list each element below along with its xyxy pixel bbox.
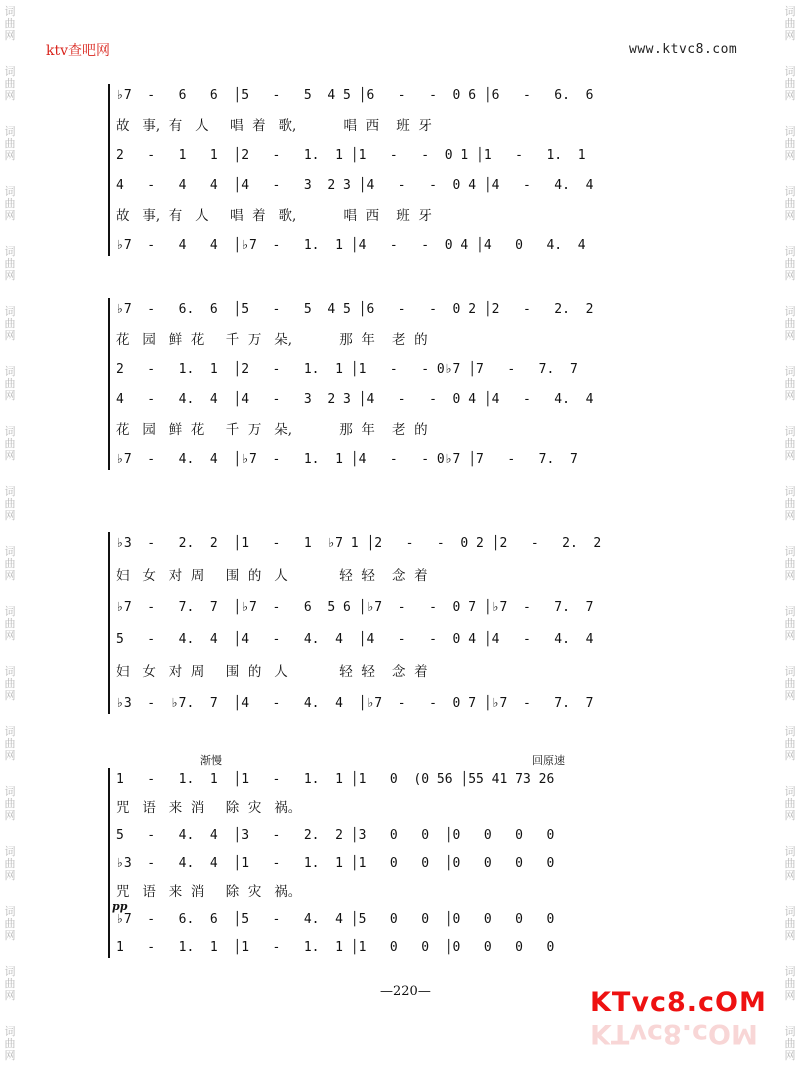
watermark-text: 词 曲 网: [784, 845, 796, 882]
watermark-text: 词 曲 网: [784, 185, 796, 222]
watermark-text: 词 曲 网: [4, 65, 16, 102]
ktvc8-logo[interactable]: [590, 987, 767, 1058]
watermark-text: 词 曲 网: [784, 365, 796, 402]
watermark-text: 词 曲 网: [4, 425, 16, 462]
watermark-text: 词 曲 网: [784, 125, 796, 162]
notation-line: 4 - 4 4 │4 - 3 2 3 │4 - - 0 4 │4 - 4. 4: [116, 178, 594, 193]
watermark-text: 词 曲 网: [4, 965, 16, 1002]
system-brace: [108, 532, 110, 714]
watermark-text: 词 曲 网: [784, 545, 796, 582]
system-brace: [108, 768, 110, 958]
watermark-text: 词 曲 网: [4, 665, 16, 702]
notation-line: 1 - 1. 1 │1 - 1. 1 │1 0 0 │0 0 0 0: [116, 940, 555, 955]
notation-line: ♭7 - 4. 4 │♭7 - 1. 1 │4 - - 0♭7 │7 - 7. 7: [116, 452, 578, 467]
watermark-text: 词 曲 网: [784, 1025, 796, 1062]
watermark-text: 词 曲 网: [4, 5, 16, 42]
watermark-text: 词 曲 网: [784, 425, 796, 462]
watermark-text: 词 曲 网: [784, 65, 796, 102]
notation-line: 5 - 4. 4 │4 - 4. 4 │4 - - 0 4 │4 - 4. 4: [116, 632, 594, 647]
system-brace: [108, 84, 110, 256]
watermark-text: 词 曲 网: [4, 245, 16, 282]
logo-reflection: KTvc8.cOM: [590, 1018, 758, 1049]
lyric-line: 咒 语 来 消 除 灾 祸。: [116, 884, 302, 900]
watermark-text: 词 曲 网: [784, 245, 796, 282]
watermark-text: 词 曲 网: [4, 605, 16, 642]
lyric-line: 故 事, 有 人 唱 着 歌, 唱 西 班 牙: [116, 208, 432, 224]
site-name-left[interactable]: ktv查吧网: [46, 43, 111, 59]
watermark-text: 词 曲 网: [784, 785, 796, 822]
notation-line: ♭7 - 4 4 │♭7 - 1. 1 │4 - - 0 4 │4 0 4. 4: [116, 238, 586, 253]
notation-line: ♭3 - 4. 4 │1 - 1. 1 │1 0 0 │0 0 0 0: [116, 856, 555, 871]
watermark-text: 词 曲 网: [784, 305, 796, 342]
watermark-text: 词 曲 网: [784, 5, 796, 42]
notation-line: 2 - 1 1 │2 - 1. 1 │1 - - 0 1 │1 - 1. 1: [116, 148, 586, 163]
watermark-text: 词 曲 网: [4, 545, 16, 582]
watermark-text: 词 曲 网: [784, 905, 796, 942]
watermark-text: 词 曲 网: [4, 365, 16, 402]
system-brace: [108, 298, 110, 470]
notation-line: 2 - 1. 1 │2 - 1. 1 │1 - - 0♭7 │7 - 7. 7: [116, 362, 578, 377]
notation-line: ♭7 - 6. 6 │5 - 4. 4 │5 0 0 │0 0 0 0: [116, 912, 555, 927]
notation-line: ♭7 - 6 6 │5 - 5 4 5 │6 - - 0 6 │6 - 6. 6: [116, 88, 594, 103]
watermark-text: 词 曲 网: [4, 1025, 16, 1062]
watermark-text: 词 曲 网: [4, 125, 16, 162]
right-watermark-column: [782, 6, 798, 1086]
logo-text: KTvc8.cOM: [590, 987, 767, 1018]
page-number: —220—: [380, 984, 431, 999]
lyric-line: 花 园 鲜 花 千 万 朵, 那 年 老 的: [116, 332, 428, 348]
watermark-text: 词 曲 网: [784, 485, 796, 522]
tempo-marking-slowing: 渐慢: [200, 754, 222, 767]
site-url-right[interactable]: www.ktvc8.com: [629, 42, 738, 57]
watermark-text: 词 曲 网: [784, 965, 796, 1002]
notation-line: ♭3 - 2. 2 │1 - 1 ♭7 1 │2 - - 0 2 │2 - 2. 2: [116, 536, 602, 551]
lyric-line: 故 事, 有 人 唱 着 歌, 唱 西 班 牙: [116, 118, 432, 134]
watermark-text: 词 曲 网: [784, 605, 796, 642]
notation-line: 5 - 4. 4 │3 - 2. 2 │3 0 0 │0 0 0 0: [116, 828, 555, 843]
lyric-line: 花 园 鲜 花 千 万 朵, 那 年 老 的: [116, 422, 428, 438]
tempo-marking-resume: 回原速: [532, 754, 565, 767]
notation-line: 4 - 4. 4 │4 - 3 2 3 │4 - - 0 4 │4 - 4. 4: [116, 392, 594, 407]
notation-line: ♭3 - ♭7. 7 │4 - 4. 4 │♭7 - - 0 7 │♭7 - 7. 7: [116, 696, 594, 711]
watermark-text: 词 曲 网: [784, 665, 796, 702]
lyric-line: 咒 语 来 消 除 灾 祸。: [116, 800, 302, 816]
notation-line: ♭7 - 7. 7 │♭7 - 6 5 6 │♭7 - - 0 7 │♭7 - 7. 7: [116, 600, 594, 615]
left-watermark-column: [2, 6, 18, 1086]
dynamic-marking: pp: [112, 900, 128, 913]
watermark-text: 词 曲 网: [4, 185, 16, 222]
watermark-text: 词 曲 网: [4, 905, 16, 942]
lyric-line: 妇 女 对 周 围 的 人 轻 轻 念 着: [116, 664, 428, 680]
notation-line: ♭7 - 6. 6 │5 - 5 4 5 │6 - - 0 2 │2 - 2. 2: [116, 302, 594, 317]
watermark-text: 词 曲 网: [784, 725, 796, 762]
watermark-text: 词 曲 网: [4, 725, 16, 762]
watermark-text: 词 曲 网: [4, 845, 16, 882]
watermark-text: 词 曲 网: [4, 305, 16, 342]
watermark-text: 词 曲 网: [4, 785, 16, 822]
lyric-line: 妇 女 对 周 围 的 人 轻 轻 念 着: [116, 568, 428, 584]
notation-line: 1 - 1. 1 │1 - 1. 1 │1 0 (0 56 │55 41 73 26: [116, 772, 555, 787]
watermark-text: 词 曲 网: [4, 485, 16, 522]
